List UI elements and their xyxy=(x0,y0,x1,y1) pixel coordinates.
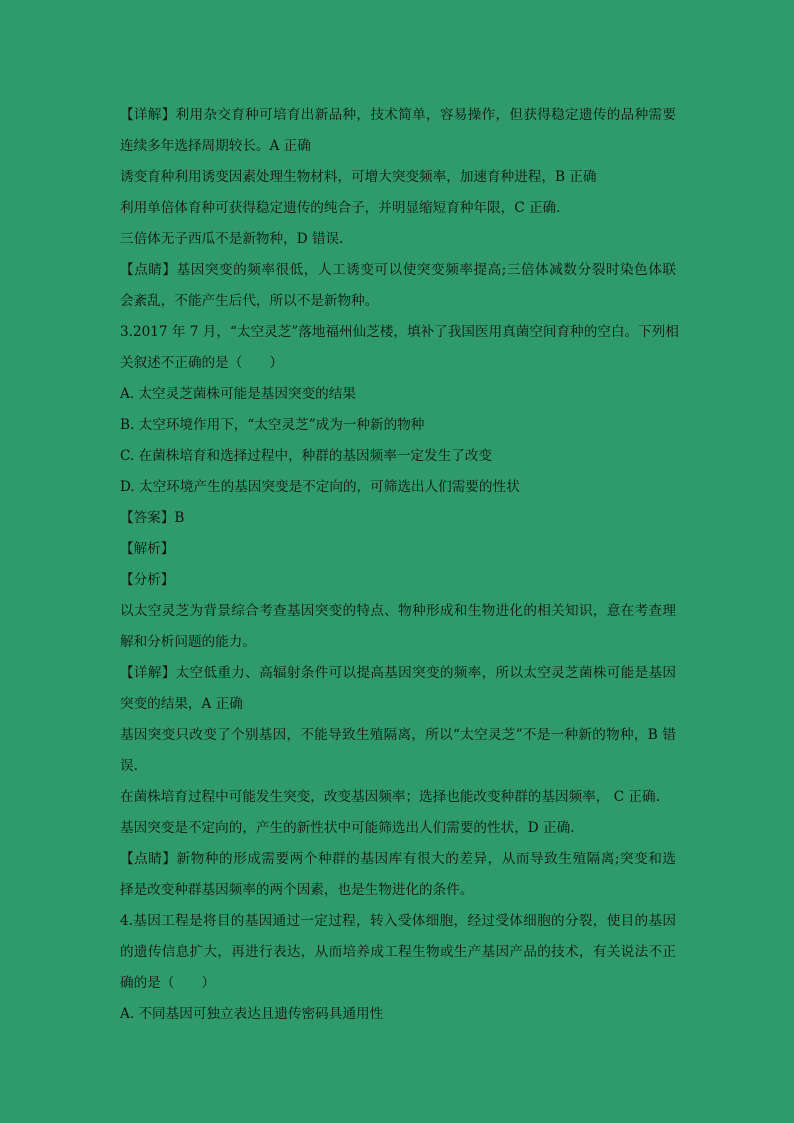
text-line: 择是改变种群基因频率的两个因素，也是生物进化的条件。 xyxy=(120,882,474,898)
text-line: 以太空灵芝为背景综合考查基因突变的特点、物种形成和生物进化的相关知识，意在考查理 xyxy=(120,603,676,619)
text-line: 利用单倍体育种可获得稳定遗传的纯合子，并明显缩短育种年限，C 正确. xyxy=(120,200,561,216)
analysis-label: 【解析】 xyxy=(120,541,175,557)
text-line: 【点睛】基因突变的频率很低，人工诱变可以使突变频率提高;三倍体减数分裂时染色体联 xyxy=(120,262,676,278)
text-line: 【详解】太空低重力、高辐射条件可以提高基因突变的频率，所以太空灵芝菌株可能是基因 xyxy=(120,665,676,681)
question-stem: 4.基因工程是将目的基因通过一定过程，转入受体细胞，经过受体细胞的分裂，使目的基因 xyxy=(120,913,676,929)
text-line: 误. xyxy=(120,758,138,774)
answer-label: 【答案】B xyxy=(120,510,185,526)
question-stem: 关叙述不正确的是（ ） xyxy=(120,355,284,371)
option-a: A. 不同基因可独立表达且遗传密码具通用性 xyxy=(120,1006,384,1022)
text-line: 三倍体无子西瓜不是新物种，D 错误. xyxy=(120,231,344,247)
document-page xyxy=(120,100,679,1030)
text-line: 突变的结果，A 正确 xyxy=(120,696,243,712)
analysis-subheading: 【分析】 xyxy=(120,572,175,588)
text-line: 在菌株培育过程中可能发生突变，改变基因频率；选择也能改变种群的基因频率， C 正确. xyxy=(120,789,660,805)
text-line: 连续多年选择周期较长。A 正确 xyxy=(120,138,311,154)
option-a: A. 太空灵芝菌株可能是基因突变的结果 xyxy=(120,386,356,402)
question-stem: 确的是（ ） xyxy=(120,975,216,991)
question-stem: 3.2017 年 7 月，“太空灵芝”落地福州仙芝楼，填补了我国医用真菌空间育种的空白。下列相 xyxy=(120,324,679,340)
text-line: 基因突变只改变了个别基因，不能导致生殖隔离，所以“太空灵芝”不是一种新的物种，B 错 xyxy=(120,727,676,743)
option-b: B. 太空环境作用下，“太空灵芝”成为一种新的物种 xyxy=(120,417,425,433)
option-c: C. 在菌株培育和选择过程中，种群的基因频率一定发生了改变 xyxy=(120,448,492,464)
text-line: 解和分析问题的能力。 xyxy=(120,634,256,650)
question-stem: 的遗传信息扩大，再进行表达，从而培养成工程生物或生产基因产品的技术，有关说法不正 xyxy=(120,944,676,960)
text-line: 【点睛】新物种的形成需要两个种群的基因库有很大的差异，从而导致生殖隔离;突变和选 xyxy=(120,851,676,867)
text-line: 诱变育种利用诱变因素处理生物材料，可增大突变频率，加速育种进程，B 正确 xyxy=(120,169,597,185)
text-line: 基因突变是不定向的，产生的新性状中可能筛选出人们需要的性状，D 正确. xyxy=(120,820,575,836)
option-d: D. 太空环境产生的基因突变是不定向的，可筛选出人们需要的性状 xyxy=(120,479,520,495)
text-line: 会紊乱，不能产生后代，所以不是新物种。 xyxy=(120,293,379,309)
text-line: 【详解】利用杂交育种可培育出新品种，技术简单，容易操作，但获得稳定遗传的品种需要 xyxy=(120,107,676,123)
